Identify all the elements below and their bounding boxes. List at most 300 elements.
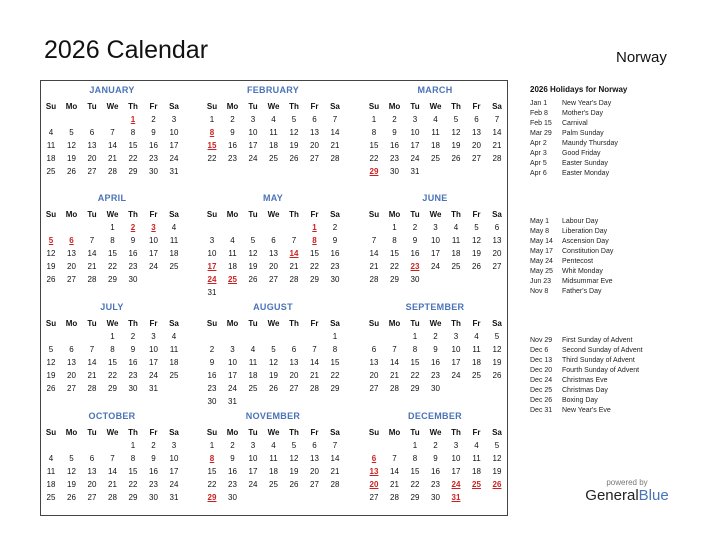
holiday-date: Dec 25 (530, 387, 553, 394)
day-cell: 5 (69, 454, 74, 463)
day-cell: 10 (169, 128, 179, 137)
weekday-header: Tu (410, 428, 420, 437)
day-cell: 16 (228, 467, 237, 476)
holiday-name: Good Friday (562, 150, 601, 157)
day-cell: 12 (269, 358, 278, 367)
day-cell: 19 (289, 141, 299, 150)
day-cell: 10 (451, 454, 461, 463)
day-cell: 21 (330, 467, 340, 476)
day-cell: 28 (330, 480, 340, 489)
day-cell: 17 (410, 141, 420, 150)
day-cell: 21 (492, 141, 502, 150)
day-cell: 6 (371, 345, 377, 354)
weekday-header: Tu (410, 319, 420, 328)
day-cell: 25 (269, 154, 278, 163)
day-cell: 1 (209, 441, 215, 450)
day-cell: 11 (269, 128, 278, 137)
day-cell: 15 (369, 141, 379, 150)
weekday-header: Tu (87, 428, 97, 437)
holiday-date: Feb 15 (530, 120, 552, 127)
month-september (364, 302, 506, 407)
day-cell: 22 (330, 371, 340, 380)
day-cell: 28 (310, 384, 319, 393)
day-cell: 11 (46, 141, 56, 150)
day-cell: 14 (390, 358, 399, 367)
day-cell: 12 (46, 358, 56, 367)
day-cell: 29 (108, 384, 117, 393)
day-cell: 19 (67, 154, 76, 163)
weekday-header: Fr (472, 319, 481, 328)
weekday-header: Su (206, 319, 218, 328)
holiday-date: Dec 13 (530, 357, 553, 364)
day-cell: 10 (451, 345, 461, 354)
day-cell: 8 (110, 236, 115, 245)
day-cell: 10 (169, 454, 179, 463)
day-cell: 17 (149, 249, 158, 258)
day-cell: 9 (230, 454, 235, 463)
holiday-name: New Year's Day (562, 100, 612, 107)
day-cell: 5 (453, 115, 459, 124)
day-cell: 14 (330, 128, 340, 137)
day-cell: 29 (410, 384, 420, 393)
day-cell: 7 (392, 345, 397, 354)
day-cell: 4 (271, 115, 276, 124)
day-cell: 20 (87, 154, 97, 163)
holiday-day-cell: 20 (369, 480, 379, 489)
brand-logo (583, 478, 671, 505)
holiday-name: Pentecost (562, 258, 594, 265)
day-cell: 9 (209, 358, 215, 367)
holiday-day-cell: 1 (312, 223, 317, 232)
weekday-header: Th (128, 319, 138, 328)
day-cell: 14 (369, 249, 379, 258)
day-cell: 16 (431, 358, 440, 367)
holiday-item (530, 258, 593, 265)
day-cell: 17 (169, 141, 179, 150)
day-cell: 11 (169, 236, 179, 245)
weekday-header: Sa (492, 210, 502, 219)
day-cell: 22 (128, 154, 138, 163)
day-cell: 18 (228, 262, 237, 271)
month-name: DECEMBER (408, 411, 462, 421)
holiday-day-cell: 14 (289, 249, 299, 258)
weekday-header: Su (45, 319, 57, 328)
day-cell: 3 (453, 441, 459, 450)
day-cell: 17 (451, 358, 461, 367)
day-cell: 7 (312, 345, 317, 354)
day-cell: 23 (390, 154, 399, 163)
day-cell: 4 (171, 332, 177, 341)
day-cell: 26 (269, 384, 278, 393)
day-cell: 9 (392, 128, 397, 137)
day-cell: 17 (431, 249, 440, 258)
weekday-header: Su (45, 102, 57, 111)
holiday-day-cell: 1 (130, 115, 136, 124)
holiday-day-cell: 13 (369, 467, 379, 476)
month-july (41, 302, 183, 407)
day-cell: 2 (130, 332, 136, 341)
holiday-date: Dec 31 (530, 407, 553, 414)
month-april (41, 193, 183, 298)
day-cell: 17 (228, 371, 237, 380)
day-cell: 9 (151, 454, 156, 463)
day-cell: 28 (87, 384, 97, 393)
day-cell: 4 (48, 454, 54, 463)
day-cell: 15 (108, 249, 117, 258)
day-cell: 21 (289, 262, 299, 271)
holiday-name: Father's Day (562, 288, 602, 295)
day-cell: 6 (474, 115, 479, 124)
weekday-header: Th (451, 210, 461, 219)
holiday-name: Christmas Eve (562, 377, 608, 384)
holiday-day-cell: 25 (228, 275, 237, 284)
day-cell: 12 (248, 249, 258, 258)
day-cell: 21 (108, 154, 117, 163)
day-cell: 29 (330, 384, 340, 393)
day-cell: 5 (48, 345, 54, 354)
day-cell: 16 (431, 467, 440, 476)
day-cell: 24 (431, 262, 440, 271)
day-cell: 11 (472, 345, 481, 354)
day-cell: 23 (128, 371, 138, 380)
day-cell: 12 (289, 128, 299, 137)
weekday-header: Tu (248, 102, 258, 111)
holiday-date: Jan 1 (530, 100, 548, 107)
day-cell: 22 (369, 154, 379, 163)
day-cell: 18 (451, 249, 461, 258)
day-cell: 23 (431, 480, 440, 489)
day-cell: 31 (207, 288, 217, 297)
day-cell: 30 (330, 275, 340, 284)
weekday-header: Mo (226, 210, 239, 219)
day-cell: 6 (312, 441, 317, 450)
day-cell: 24 (169, 480, 179, 489)
day-cell: 2 (392, 115, 397, 124)
day-cell: 17 (248, 467, 258, 476)
weekday-header: Sa (169, 210, 179, 219)
day-cell: 7 (371, 236, 377, 245)
day-cell: 14 (108, 467, 117, 476)
day-cell: 13 (67, 358, 76, 367)
day-cell: 9 (151, 128, 156, 137)
day-cell: 9 (332, 236, 338, 245)
month-name: APRIL (97, 193, 127, 203)
holiday-item (530, 387, 608, 394)
day-cell: 19 (248, 262, 258, 271)
day-cell: 20 (87, 480, 97, 489)
weekday-header: We (429, 319, 442, 328)
weekday-header: We (429, 428, 442, 437)
day-cell: 28 (330, 154, 340, 163)
holiday-date: May 17 (530, 248, 553, 255)
day-cell: 2 (412, 223, 418, 232)
weekday-header: Sa (492, 428, 502, 437)
day-cell: 30 (431, 493, 440, 502)
day-cell: 20 (310, 467, 319, 476)
day-cell: 1 (110, 332, 115, 341)
day-cell: 13 (269, 249, 278, 258)
holiday-item (530, 228, 607, 235)
holiday-name: Easter Monday (562, 170, 610, 177)
day-cell: 16 (128, 249, 138, 258)
day-cell: 13 (472, 128, 481, 137)
weekday-header: We (106, 319, 119, 328)
holiday-day-cell: 3 (151, 223, 156, 232)
day-cell: 19 (492, 467, 502, 476)
day-cell: 25 (451, 262, 461, 271)
weekday-header: Fr (472, 210, 481, 219)
holiday-item (530, 367, 639, 374)
month-december (364, 411, 506, 516)
weekday-header: Su (368, 428, 380, 437)
weekday-header: Mo (226, 319, 239, 328)
day-cell: 5 (69, 128, 74, 137)
holiday-date: Dec 26 (530, 397, 553, 404)
holiday-item (530, 337, 632, 344)
day-cell: 3 (433, 223, 438, 232)
day-cell: 18 (269, 141, 278, 150)
day-cell: 27 (310, 480, 319, 489)
month-name: MARCH (417, 85, 453, 95)
day-cell: 20 (310, 141, 319, 150)
day-cell: 16 (149, 467, 158, 476)
day-cell: 8 (412, 454, 418, 463)
day-cell: 1 (392, 223, 397, 232)
day-cell: 30 (390, 167, 399, 176)
holiday-date: May 1 (530, 218, 550, 225)
day-cell: 20 (472, 141, 481, 150)
day-cell: 29 (128, 167, 138, 176)
holiday-date: Apr 5 (530, 160, 547, 167)
holiday-name: Maundy Thursday (562, 140, 618, 147)
day-cell: 23 (228, 480, 237, 489)
month-october (41, 411, 183, 516)
day-cell: 6 (89, 128, 95, 137)
day-cell: 25 (169, 262, 179, 271)
day-cell: 17 (248, 141, 258, 150)
day-cell: 28 (369, 275, 379, 284)
day-cell: 27 (87, 167, 97, 176)
day-cell: 28 (108, 493, 117, 502)
day-cell: 21 (390, 371, 399, 380)
day-cell: 8 (332, 345, 338, 354)
day-cell: 7 (110, 128, 115, 137)
day-cell: 30 (228, 493, 237, 502)
day-cell: 28 (87, 275, 97, 284)
day-cell: 27 (369, 384, 379, 393)
holiday-day-cell: 6 (69, 236, 74, 245)
day-cell: 26 (46, 275, 56, 284)
day-cell: 20 (67, 262, 76, 271)
day-cell: 9 (130, 236, 136, 245)
day-cell: 10 (410, 128, 420, 137)
day-cell: 23 (149, 480, 158, 489)
weekday-header: Fr (310, 428, 319, 437)
day-cell: 22 (108, 371, 117, 380)
day-cell: 8 (110, 345, 115, 354)
day-cell: 2 (332, 223, 338, 232)
day-cell: 25 (169, 371, 179, 380)
day-cell: 22 (128, 480, 138, 489)
day-cell: 31 (410, 167, 420, 176)
calendar-frame (40, 80, 508, 516)
day-cell: 13 (492, 236, 502, 245)
day-cell: 17 (149, 358, 158, 367)
day-cell: 24 (149, 371, 158, 380)
weekday-header: Su (206, 210, 218, 219)
day-cell: 20 (269, 262, 278, 271)
weekday-header: Su (206, 102, 218, 111)
holiday-name: Carnival (562, 120, 588, 127)
weekday-header: Th (289, 210, 299, 219)
holiday-day-cell: 25 (472, 480, 481, 489)
holiday-item (530, 407, 611, 414)
holiday-name: First Sunday of Advent (562, 337, 633, 344)
weekday-header: Th (289, 319, 299, 328)
weekday-header: Fr (472, 102, 481, 111)
day-cell: 13 (310, 454, 319, 463)
day-cell: 20 (369, 371, 379, 380)
weekday-header: Tu (248, 428, 258, 437)
day-cell: 19 (451, 141, 461, 150)
holiday-date: May 25 (530, 268, 553, 275)
day-cell: 14 (310, 358, 319, 367)
day-cell: 11 (472, 454, 481, 463)
day-cell: 21 (108, 480, 117, 489)
day-cell: 22 (207, 154, 217, 163)
day-cell: 6 (89, 454, 95, 463)
holiday-date: May 8 (530, 228, 550, 235)
day-cell: 4 (474, 441, 479, 450)
day-cell: 15 (128, 141, 138, 150)
day-cell: 13 (369, 358, 379, 367)
weekday-header: We (106, 428, 119, 437)
day-cell: 19 (289, 467, 299, 476)
holiday-name: Mother's Day (562, 110, 604, 117)
day-cell: 8 (412, 345, 418, 354)
day-cell: 11 (46, 467, 56, 476)
day-cell: 30 (149, 167, 158, 176)
holiday-date: Apr 2 (530, 140, 547, 147)
day-cell: 14 (108, 141, 117, 150)
day-cell: 24 (169, 154, 179, 163)
holiday-date: Dec 24 (530, 377, 553, 384)
day-cell: 7 (291, 236, 297, 245)
day-cell: 23 (207, 384, 217, 393)
day-cell: 22 (410, 371, 420, 380)
day-cell: 22 (410, 480, 420, 489)
day-cell: 1 (332, 332, 338, 341)
day-cell: 16 (128, 358, 138, 367)
day-cell: 5 (291, 441, 297, 450)
weekday-header: Tu (248, 319, 258, 328)
day-cell: 2 (230, 441, 235, 450)
holiday-date: Nov 29 (530, 337, 553, 344)
holiday-date: Feb 8 (530, 110, 548, 117)
day-cell: 18 (248, 371, 258, 380)
day-cell: 24 (248, 154, 258, 163)
day-cell: 23 (330, 262, 340, 271)
day-cell: 21 (310, 371, 319, 380)
day-cell: 19 (46, 262, 56, 271)
weekday-header: Fr (149, 210, 158, 219)
day-cell: 28 (390, 493, 399, 502)
day-cell: 3 (151, 332, 156, 341)
day-cell: 15 (330, 358, 340, 367)
holiday-item (530, 110, 603, 117)
holiday-name: Third Sunday of Advent (562, 357, 635, 364)
day-cell: 11 (248, 358, 258, 367)
holiday-day-cell: 23 (410, 262, 420, 271)
day-cell: 28 (289, 275, 299, 284)
month-name: SEPTEMBER (405, 302, 465, 312)
day-cell: 7 (494, 115, 500, 124)
month-name: NOVEMBER (245, 411, 301, 421)
day-cell: 2 (151, 115, 156, 124)
page-title: 2026 Calendar (44, 36, 209, 64)
day-cell: 11 (228, 249, 237, 258)
weekday-header: Tu (410, 210, 420, 219)
day-cell: 1 (412, 441, 418, 450)
day-cell: 20 (492, 249, 502, 258)
holiday-day-cell: 17 (207, 262, 217, 271)
holiday-name: Christmas Day (562, 387, 608, 394)
day-cell: 23 (431, 371, 440, 380)
holiday-day-cell: 31 (451, 493, 461, 502)
day-cell: 9 (412, 236, 418, 245)
month-may (202, 193, 344, 298)
day-cell: 13 (289, 358, 299, 367)
day-cell: 27 (67, 384, 76, 393)
day-cell: 5 (291, 115, 297, 124)
holiday-name: Easter Sunday (562, 160, 608, 167)
weekday-header: We (429, 102, 442, 111)
holiday-day-cell: 8 (209, 128, 215, 137)
day-cell: 25 (46, 493, 56, 502)
day-cell: 10 (228, 358, 237, 367)
day-cell: 26 (289, 480, 299, 489)
weekday-header: Th (128, 210, 138, 219)
day-cell: 6 (69, 345, 74, 354)
holiday-date: Apr 6 (530, 170, 547, 177)
day-cell: 10 (207, 249, 217, 258)
day-cell: 6 (312, 115, 317, 124)
holiday-day-cell: 15 (207, 141, 217, 150)
day-cell: 22 (207, 480, 217, 489)
month-name: JANUARY (89, 85, 135, 95)
holiday-name: Midsummar Eve (562, 278, 613, 285)
day-cell: 13 (87, 467, 97, 476)
weekday-header: We (267, 102, 280, 111)
holiday-name: Labour Day (562, 218, 599, 225)
weekday-header: Mo (388, 428, 401, 437)
weekday-header: Fr (310, 102, 319, 111)
brand-name-general: General (585, 487, 639, 504)
day-cell: 29 (410, 493, 420, 502)
day-cell: 31 (228, 397, 237, 406)
weekday-header: Su (45, 210, 57, 219)
day-cell: 4 (271, 441, 276, 450)
day-cell: 4 (453, 223, 459, 232)
holiday-list-title: 2026 Holidays for Norway (530, 85, 628, 94)
day-cell: 3 (209, 236, 215, 245)
holiday-name: Palm Sunday (562, 130, 604, 137)
day-cell: 26 (492, 371, 502, 380)
day-cell: 14 (87, 358, 97, 367)
day-cell: 19 (472, 249, 481, 258)
day-cell: 15 (128, 467, 138, 476)
day-cell: 27 (67, 275, 76, 284)
